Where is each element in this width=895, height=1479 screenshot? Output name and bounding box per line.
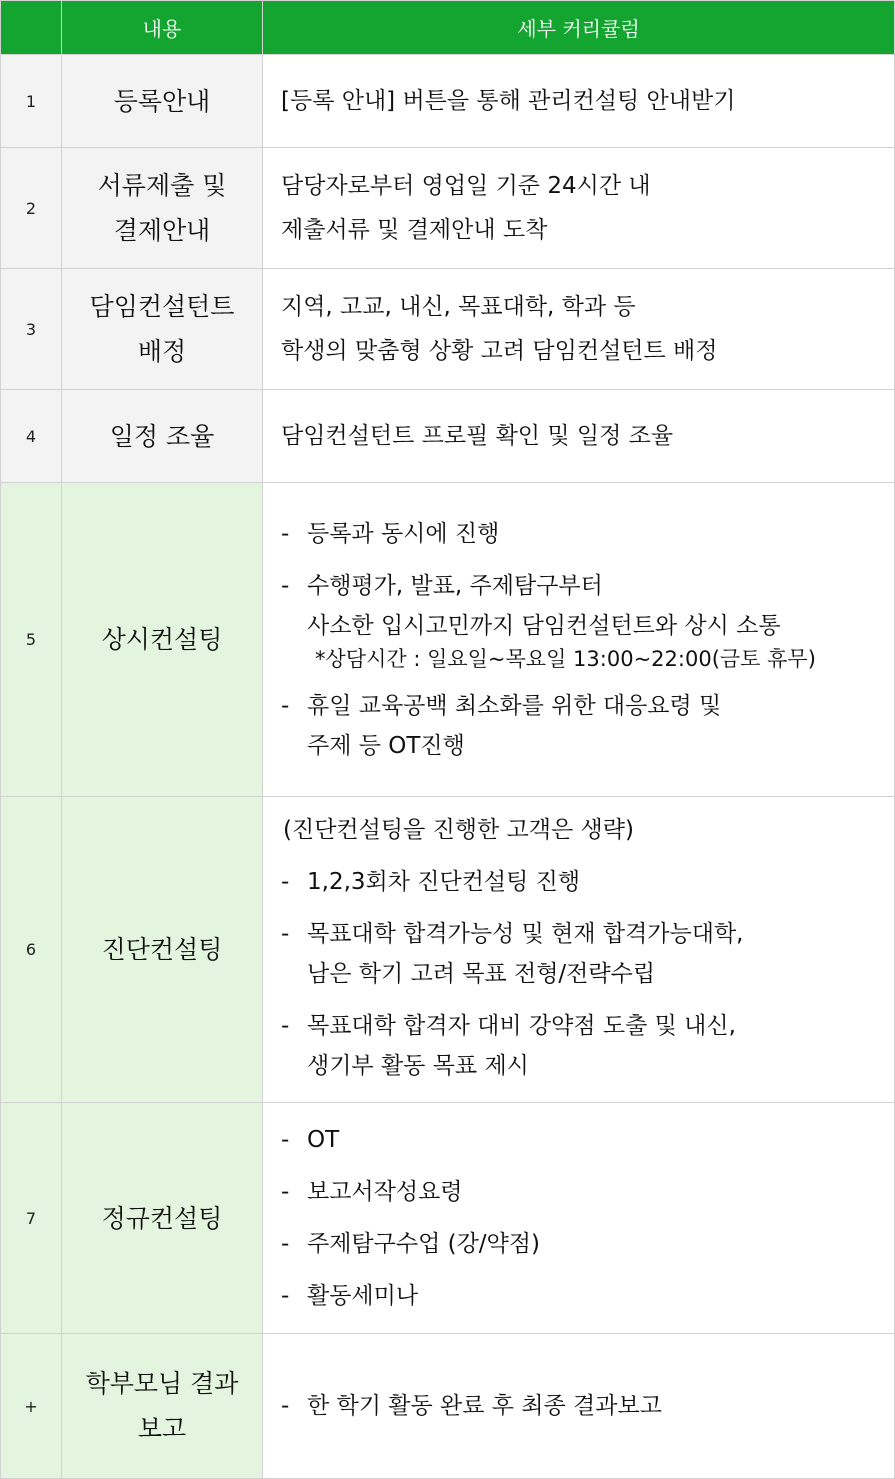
- table-row: [1, 797, 895, 1103]
- category-line: 학부모님 결과: [85, 1369, 239, 1398]
- row-number: 1: [1, 55, 62, 148]
- bullet-item: [281, 566, 894, 674]
- detail-line: 한 학기 활동 완료 후 최종 결과보고: [307, 1393, 662, 1419]
- header-number: [1, 1, 62, 55]
- bullet-dash: -: [281, 520, 290, 547]
- detail-line: 주제 등 OT진행: [307, 732, 465, 759]
- bullet-dash: -: [281, 868, 290, 895]
- bullet-item: [281, 686, 894, 766]
- table-row: [1, 269, 895, 390]
- bullet-item: [281, 1172, 894, 1212]
- table-row: [1, 55, 895, 148]
- bullet-item: [281, 1224, 894, 1264]
- detail-line: 보고서작성요령: [307, 1179, 463, 1205]
- bullet-dash: -: [281, 692, 290, 719]
- row-category: 진단컨설팅: [62, 797, 263, 1103]
- category-line: 배정: [137, 337, 187, 366]
- table-row: [1, 390, 895, 483]
- detail-line: 수행평가, 발표, 주제탐구부터: [307, 572, 603, 599]
- row-details: [263, 483, 895, 797]
- row-category: 상시컨설팅: [62, 483, 263, 797]
- detail-line: 등록과 동시에 진행: [307, 520, 500, 547]
- bullet-dash: -: [281, 1127, 290, 1153]
- detail-line: 주제탐구수업 (강/약점): [307, 1231, 540, 1257]
- bullet-item: [281, 1006, 894, 1086]
- row-category: [62, 269, 263, 390]
- detail-line: 지역, 고교, 내신, 목표대학, 학과 등: [281, 294, 636, 320]
- bullet-item: [281, 514, 894, 554]
- detail-line: 사소한 입시고민까지 담임컨설턴트와 상시 소통: [307, 612, 781, 639]
- row-details: [263, 269, 895, 390]
- detail-line: OT: [307, 1127, 340, 1153]
- bullet-dash: -: [281, 572, 290, 599]
- detail-line: 목표대학 합격자 대비 강약점 도출 및 내신,: [307, 1012, 736, 1039]
- row-details: [263, 55, 895, 148]
- table-row: [1, 1103, 895, 1334]
- consult-hours-note: *상담시간 : 일요일~목요일 13:00~22:00(금토 휴무): [315, 646, 816, 671]
- row-category: [62, 148, 263, 269]
- table-row: [1, 1334, 895, 1479]
- row-details: [263, 390, 895, 483]
- row-number: 3: [1, 269, 62, 390]
- detail-line: 휴일 교육공백 최소화를 위한 대응요령 및: [307, 692, 722, 719]
- header-content: 내용: [62, 1, 263, 55]
- detail-line: [등록 안내] 버튼을 통해 관리컨설팅 안내받기: [281, 88, 736, 114]
- bullet-dash: -: [281, 1393, 290, 1419]
- detail-line: 1,2,3회차 진단컨설팅 진행: [307, 868, 581, 895]
- bullet-dash: -: [281, 920, 290, 947]
- table-row: [1, 483, 895, 797]
- detail-line: 활동세미나: [307, 1283, 419, 1309]
- bullet-dash: -: [281, 1283, 290, 1309]
- category-line: 담임컨설턴트: [89, 292, 235, 321]
- row-number: 7: [1, 1103, 62, 1334]
- row-category: [62, 1334, 263, 1479]
- detail-line: 남은 학기 고려 목표 전형/전략수립: [307, 960, 656, 987]
- row-category: 일정 조율: [62, 390, 263, 483]
- category-line: 결제안내: [113, 216, 211, 245]
- bullet-item: [281, 914, 894, 994]
- row-details: [263, 797, 895, 1103]
- row-number: 6: [1, 797, 62, 1103]
- bullet-item: [281, 1276, 894, 1316]
- bullet-item: [281, 1120, 894, 1160]
- row-number: 4: [1, 390, 62, 483]
- category-line: 보고: [137, 1414, 187, 1443]
- row-category: 정규컨설팅: [62, 1103, 263, 1334]
- header-curriculum: 세부 커리큘럼: [263, 1, 895, 55]
- detail-line: 담임컨설턴트 프로필 확인 및 일정 조율: [281, 423, 674, 449]
- detail-line: 목표대학 합격가능성 및 현재 합격가능대학,: [307, 920, 744, 947]
- row-number: +: [1, 1334, 62, 1479]
- bullet-dash: -: [281, 1012, 290, 1039]
- detail-line: 생기부 활동 목표 제시: [307, 1052, 529, 1079]
- bullet-dash: -: [281, 1179, 290, 1205]
- table-row: [1, 148, 895, 269]
- row-category: 등록안내: [62, 55, 263, 148]
- bullet-item: [281, 1386, 894, 1426]
- detail-line: 담당자로부터 영업일 기준 24시간 내: [281, 173, 651, 199]
- bullet-item: [281, 862, 894, 902]
- row-number: 5: [1, 483, 62, 797]
- row-details: [263, 148, 895, 269]
- detail-line: 제출서류 및 결제안내 도착: [281, 217, 548, 243]
- skip-note: (진단컨설팅을 진행한 고객은 생략): [283, 816, 634, 843]
- row-details: [263, 1334, 895, 1479]
- row-details: [263, 1103, 895, 1334]
- table-header: [1, 1, 895, 55]
- category-line: 서류제출 및: [97, 171, 227, 200]
- row-number: 2: [1, 148, 62, 269]
- detail-line: 학생의 맞춤형 상황 고려 담임컨설턴트 배정: [281, 338, 718, 364]
- bullet-dash: -: [281, 1231, 290, 1257]
